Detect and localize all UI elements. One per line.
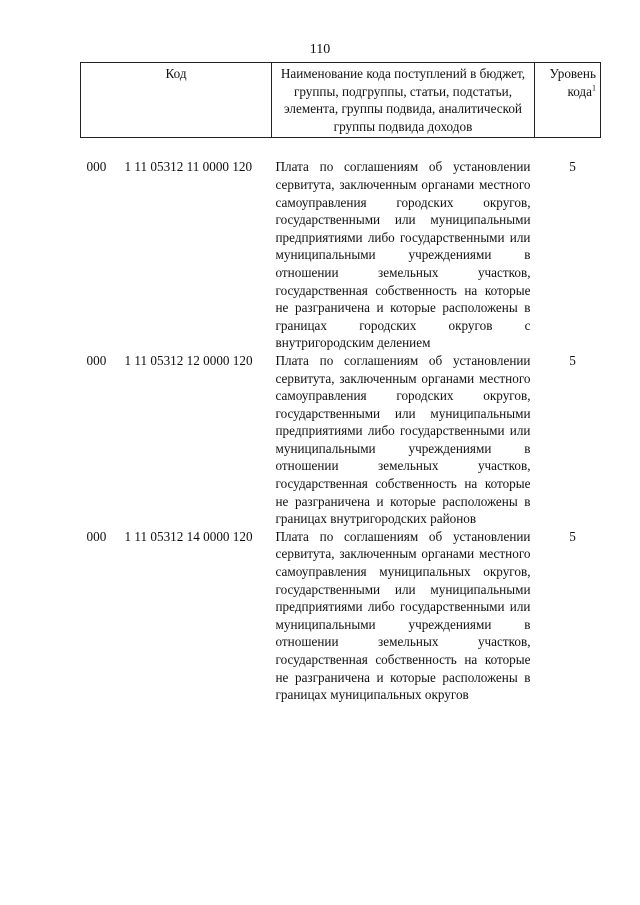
row-code-cell [81, 158, 272, 352]
header-name: Наименование кода поступлений в бюджет, группы, подгруппы, статьи, подстатьи, элемента, группы подвида, аналитической группы подвида доходов [272, 63, 535, 138]
row-name-cell: Плата по соглашениям об установлении сервитута, заключенным органами местного самоуправления муниципальных округов, государственными или муниципальными предприятиями либо государственными или муниципальными учреждениями в отношении земельных участков, государственная собственность на которые не разграничена и которые расположены в границах муниципальных округов [275, 528, 531, 703]
page-number: 110 [309, 42, 331, 57]
revenue-code: 1 11 05312 12 0000 120 [124, 352, 253, 368]
row-level-cell: 5 [569, 352, 576, 368]
row-name-cell: Плата по соглашениям об установлении сервитута, заключенным органами местного самоуправления городских округов, государственными или муниципальными предприятиями либо государственными или муниципальными учреждениями в отношении земельных участков, государственная собственность на которые не разграничена и которые расположены в границах внутригородских районов [275, 352, 531, 527]
table-header-row [81, 63, 601, 138]
table-row [81, 352, 601, 528]
row-code-cell [81, 352, 272, 528]
row-level-cell: 5 [569, 159, 576, 175]
header-code: Код [81, 63, 272, 138]
revenue-codes-table [80, 62, 601, 704]
row-level-cell: 5 [569, 528, 576, 544]
row-code-cell [81, 528, 272, 704]
footnote-marker: 1 [592, 83, 596, 93]
revenue-code: 1 11 05312 14 0000 120 [124, 528, 253, 544]
table-row [81, 158, 601, 352]
header-level: Уровень кода$^1$ [535, 63, 601, 138]
admin-code: 000 [86, 159, 107, 175]
row-name-cell: Плата по соглашениям об установлении сервитута, заключенным органами местного самоуправления городских округов, государственными или муниципальными предприятиями либо государственными или муниципальными учреждениями в отношении земельных участков, государственная собственность на которые не разграничена и которые расположены в границах городских округов с внутригородским делением [275, 159, 531, 351]
admin-code: 000 [86, 352, 107, 368]
table-row [81, 528, 601, 704]
revenue-code: 1 11 05312 11 0000 120 [124, 159, 253, 175]
admin-code: 000 [86, 528, 107, 544]
